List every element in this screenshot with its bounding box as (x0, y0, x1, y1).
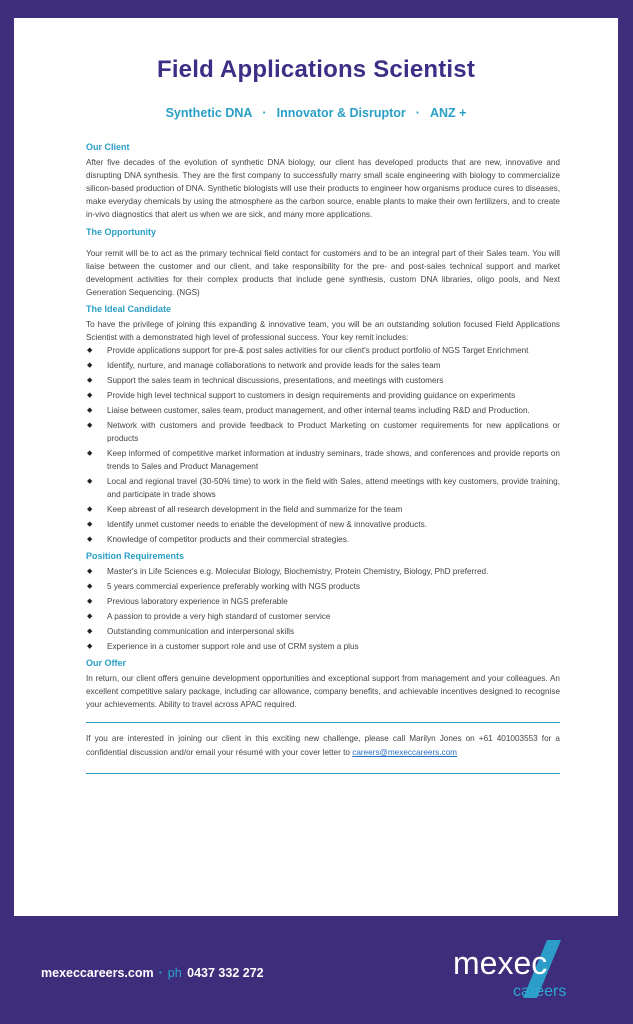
list-item: ◆ Identify, nurture, and manage collaborations to network and provide leads for the sales team (87, 361, 441, 370)
diamond-bullet-icon: ◆ (87, 347, 93, 354)
contact-box (86, 722, 560, 774)
requirements-list (86, 565, 560, 653)
diamond-bullet-icon: ◆ (87, 478, 93, 485)
opportunity-paragraph: Your remit will be to act as the primary technical field contact for customers and to be an integral part of their Sales team. You will liaise between the customer and our client, and take responsibility for the pre- and post-sales technical support and market development activities for their complex products that include gene synthesis, custom DNA libraries, oligo pools, and Next Generation Sequencing. (NGS) (86, 249, 560, 297)
list-item: ◆ Network with customers and provide feedback to Product Marketing on customer requirements for new applications or products (87, 421, 560, 443)
diamond-bullet-icon: ◆ (87, 521, 93, 528)
diamond-bullet-icon: ◆ (87, 628, 93, 635)
tagline-item: ANZ + (429, 106, 467, 120)
phone-number[interactable]: 0437 332 272 (187, 966, 264, 980)
list-item: ◆ A passion to provide a very high standard of customer service (87, 612, 331, 621)
phone-label: ph (167, 966, 182, 980)
section-heading-offer: Our Offer (86, 658, 127, 668)
diamond-bullet-icon: ◆ (87, 450, 93, 457)
list-item: ◆ Previous laboratory experience in NGS preferable (87, 597, 288, 606)
candidate-list (86, 344, 560, 546)
section-heading-opportunity: The Opportunity (86, 227, 156, 237)
tagline-item: Innovator & Disruptor (276, 106, 406, 120)
logo-main-text: mexec (453, 945, 548, 981)
list-item: ◆ Outstanding communication and interpersonal skills (87, 627, 295, 636)
contact-text: If you are interested in joining our client in this exciting new challenge, please call Marilyn Jones on +61 401003553 for a confidential discussion and/or email your résumé with your cover letter to (86, 734, 560, 757)
footer-separator: · (158, 966, 163, 980)
diamond-bullet-icon: ◆ (87, 583, 93, 590)
diamond-bullet-icon: ◆ (87, 377, 93, 384)
job-description (86, 142, 560, 774)
section-heading-candidate: The Ideal Candidate (86, 304, 172, 314)
job-ad-card (14, 18, 618, 916)
list-item: ◆ Liaise between customer, sales team, product management, and other internal teams including R&D and Production. (87, 406, 530, 415)
client-paragraph: After five decades of the evolution of synthetic DNA biology, our client has developed products that are new, innovative and disrupting DNA synthesis. They are the first company to successfully marry small scale engineering with biology to commercialize silicon-based production of DNA. Synthetic biologists will use their products to engineer how organisms produce cures to diseases, make everyday chemicals by using the atmosphere as the carbon source, enable plants to make their own fertilizers, and to create in-vivo diagnostics that alert us when we are sick, and many more applications. (86, 158, 560, 219)
candidate-intro: To have the privilege of joining this expanding & innovative team, you will be an outstanding solution focused Field Applications Scientist with a demonstrated high level of professional success. Your key remit includes: (86, 320, 560, 342)
mexec-logo (451, 934, 591, 1004)
offer-paragraph: In return, our client offers genuine development opportunities and exceptional support from management and your colleagues. An excellent competitive salary package, including car allowance, company benefits, and achievable incentives designed to recognise your achievements. Ability to travel across APAC required. (86, 674, 560, 709)
diamond-bullet-icon: ◆ (87, 392, 93, 399)
diamond-bullet-icon: ◆ (87, 362, 93, 369)
section-heading-client: Our Client (86, 142, 130, 152)
diamond-bullet-icon: ◆ (87, 613, 93, 620)
section-heading-requirements: Position Requirements (86, 551, 185, 561)
list-item: ◆ Support the sales team in technical discussions, presentations, and meetings with customers (87, 376, 444, 385)
diamond-bullet-icon: ◆ (87, 506, 93, 513)
tagline-item: Synthetic DNA (165, 106, 253, 120)
list-item: ◆ Provide high level technical support to customers in design requirements and providing guidance on experiments (87, 391, 516, 400)
footer-contact (41, 966, 264, 980)
diamond-bullet-icon: ◆ (87, 568, 93, 575)
tagline (72, 106, 560, 120)
list-item: ◆ Master's in Life Sciences e.g. Molecular Biology, Biochemistry, Protein Chemistry, Biology, PhD preferred. (87, 567, 489, 576)
list-item: ◆ Knowledge of competitor products and their commercial strategies. (87, 535, 350, 544)
page-title: Field Applications Scientist (156, 56, 476, 83)
list-item: ◆ Experience in a customer support role and use of CRM system a plus (87, 642, 359, 651)
list-item: ◆ 5 years commercial experience preferably working with NGS products (87, 582, 361, 591)
list-item: ◆ Provide applications support for pre-& post sales activities for our client's product portfolio of NGS Target Enrichment (87, 346, 529, 355)
diamond-bullet-icon: ◆ (87, 407, 93, 414)
diamond-bullet-icon: ◆ (87, 422, 93, 429)
tagline-separator: · (415, 106, 420, 120)
contact-paragraph (86, 732, 560, 760)
website-link[interactable]: mexeccareers.com (41, 966, 154, 980)
logo-sub-text: careers (513, 983, 567, 1000)
email-link[interactable]: careers@mexeccareers.com (352, 748, 458, 757)
diamond-bullet-icon: ◆ (87, 536, 93, 543)
diamond-bullet-icon: ◆ (87, 598, 93, 605)
list-item: ◆ Local and regional travel (30-50% time) to work in the field with Sales, attend meetings with key customers, provide training, and participate in trade shows (87, 477, 560, 499)
footer-bar (0, 916, 633, 1024)
tagline-separator: · (262, 106, 267, 120)
list-item: ◆ Identify unmet customer needs to enable the development of new & innovative products. (87, 520, 427, 529)
list-item: ◆ Keep informed of competitive market information at industry seminars, trade shows, and conferences and provide reports on trends to Sales and Product Management (87, 449, 560, 471)
list-item: ◆ Keep abreast of all research development in the field and summarize for the team (87, 505, 403, 514)
diamond-bullet-icon: ◆ (87, 643, 93, 650)
